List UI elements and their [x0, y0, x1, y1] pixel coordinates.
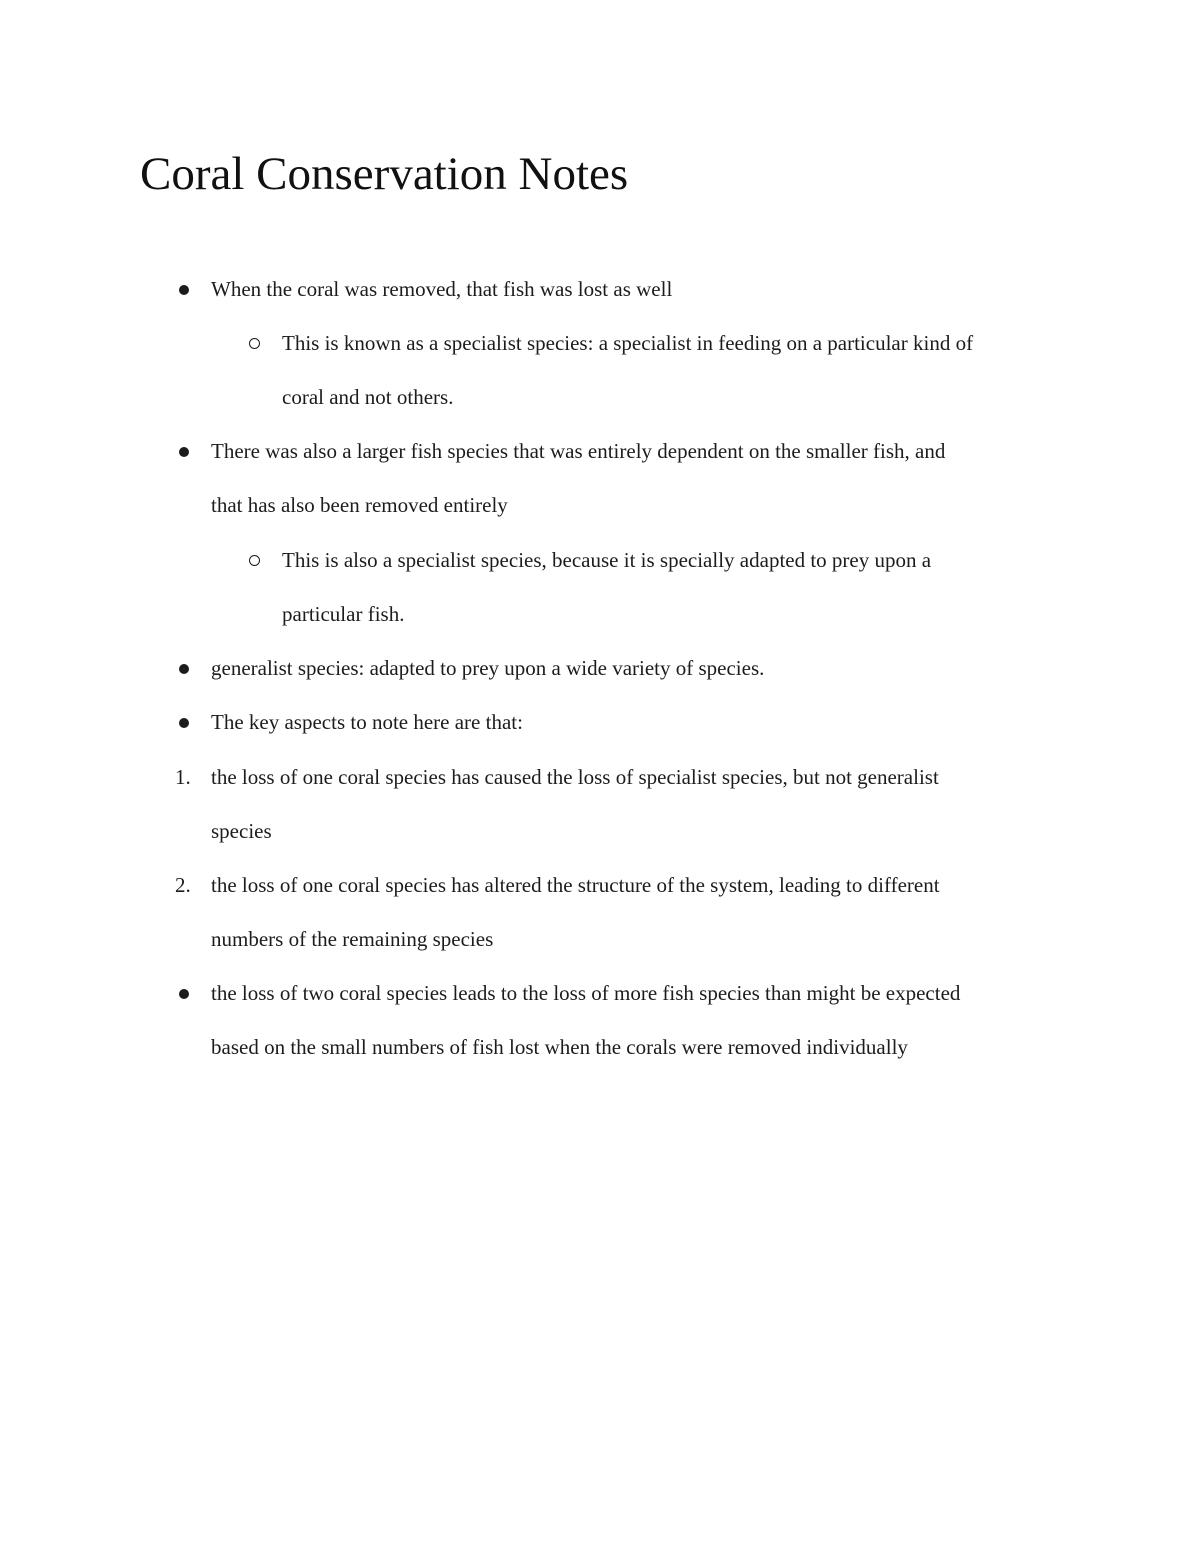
list-item-text: The key aspects to note here are that: — [211, 710, 523, 734]
list-item-text: numbers of the remaining species — [211, 927, 494, 951]
list-item-text: that has also been removed entirely — [211, 493, 508, 517]
bullet-icon — [179, 664, 189, 674]
list-item-text: There was also a larger fish species that was entirely dependent on the smaller fish, and — [211, 439, 946, 463]
list-item-text: generalist species: adapted to prey upon a wide variety of species. — [211, 656, 765, 680]
sub-bullet-icon — [249, 555, 260, 566]
bullet-icon — [179, 285, 189, 295]
list-item-text: species — [211, 819, 272, 843]
bullet-icon — [179, 989, 189, 999]
list-item-text: based on the small numbers of fish lost when the corals were removed individually — [211, 1035, 908, 1059]
list-item-text: When the coral was removed, that fish was lost as well — [211, 277, 673, 301]
list-number: 1. — [175, 765, 191, 789]
sub-bullet-icon — [249, 338, 260, 349]
list-number: 2. — [175, 873, 191, 897]
bullet-icon — [179, 447, 189, 457]
bullet-icon — [179, 718, 189, 728]
list-item-text: the loss of one coral species has caused the loss of specialist species, but not generalist — [211, 765, 939, 789]
sub-list-item-text: This is known as a specialist species: a specialist in feeding on a particular kind of — [282, 331, 974, 355]
page-title: Coral Conservation Notes — [140, 148, 629, 200]
sub-list-item-text: This is also a specialist species, because it is specially adapted to prey upon a — [282, 548, 932, 572]
list-item-text: the loss of two coral species leads to the loss of more fish species than might be expected — [211, 981, 961, 1005]
sub-list-item-text: coral and not others. — [282, 385, 454, 409]
list-item-text: the loss of one coral species has altered the structure of the system, leading to different — [211, 873, 940, 897]
sub-list-item-text: particular fish. — [282, 602, 405, 626]
